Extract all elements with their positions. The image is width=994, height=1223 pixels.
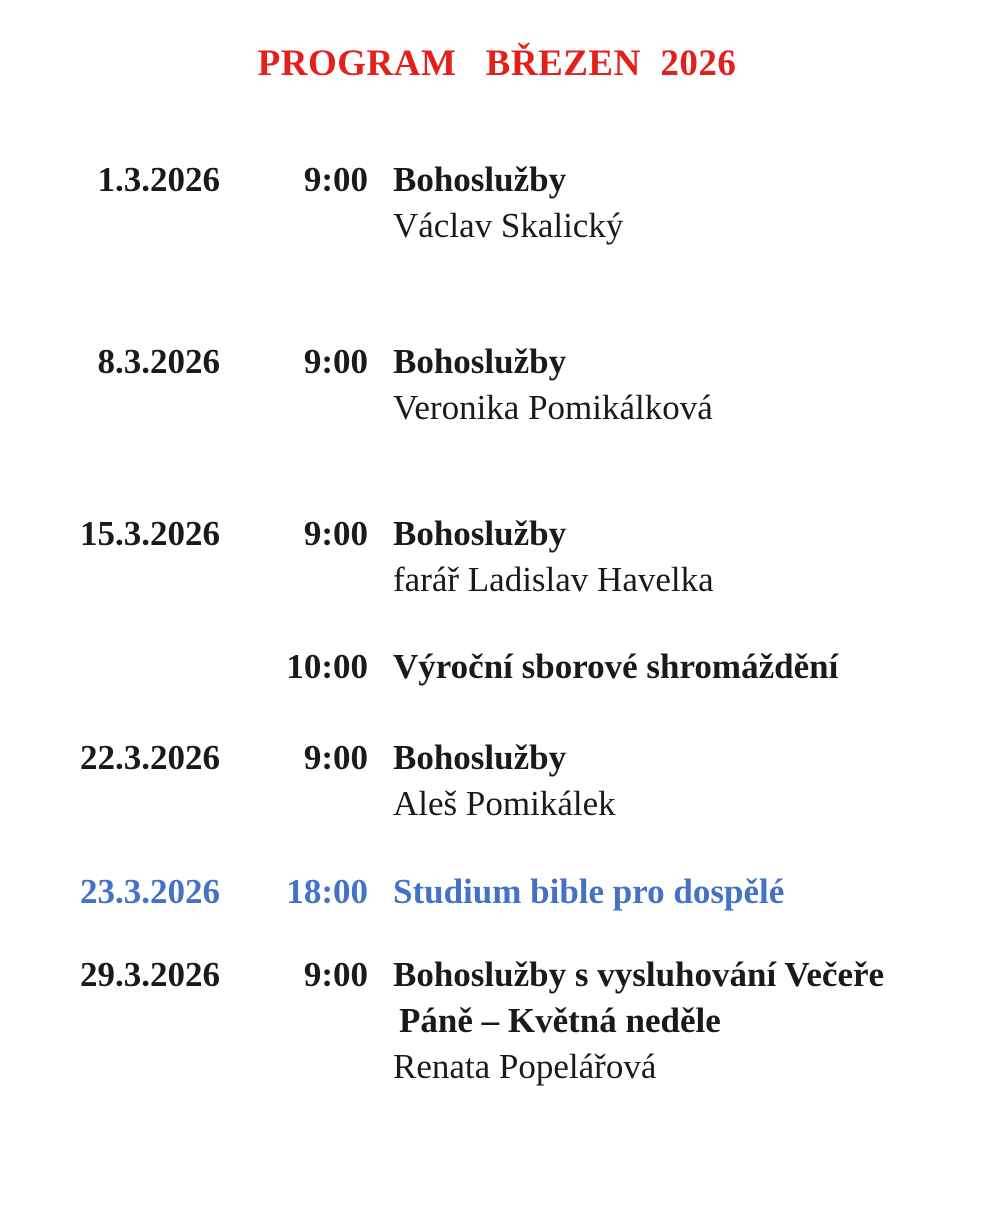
entry-date: 29.3.2026 [80, 955, 220, 994]
schedule-row [0, 157, 994, 249]
entry-description [368, 511, 994, 603]
entry-description [368, 869, 994, 915]
entry-time: 9:00 [303, 514, 368, 553]
schedule-row [0, 735, 994, 827]
entry-person: Renata Popelářová [393, 1047, 657, 1086]
entry-description [368, 735, 994, 827]
entry-event-continuation: Páně – Květná neděle [399, 1001, 721, 1040]
entry-time: 9:00 [303, 955, 368, 994]
entry-time: 9:00 [303, 160, 368, 199]
entry-date: 8.3.2026 [97, 342, 220, 381]
entry-description [368, 952, 994, 1090]
schedule-row [0, 952, 994, 1090]
entry-person: Václav Skalický [393, 206, 624, 245]
entry-time: 18:00 [286, 872, 368, 911]
entry-time: 10:00 [286, 647, 368, 686]
entry-time: 9:00 [303, 342, 368, 381]
schedule-row-highlighted [0, 869, 994, 915]
entry-person: farář Ladislav Havelka [393, 560, 714, 599]
entry-description [368, 157, 994, 249]
entry-description [368, 339, 994, 431]
schedule-row [0, 511, 994, 603]
entry-event: Studium bible pro dospělé [393, 872, 785, 911]
page-title: PROGRAM BŘEZEN 2026 [257, 43, 737, 84]
schedule-row [0, 644, 994, 690]
entry-date [0, 644, 220, 690]
entry-event: Výroční sborové shromáždění [393, 647, 839, 686]
entry-date: 23.3.2026 [80, 872, 220, 911]
entry-date: 22.3.2026 [80, 738, 220, 777]
entry-event: Bohoslužby [393, 342, 567, 381]
entry-event: Bohoslužby [393, 738, 567, 777]
entry-description [368, 644, 994, 690]
entry-event: Bohoslužby [393, 160, 567, 199]
entry-date: 15.3.2026 [80, 514, 220, 553]
entry-event: Bohoslužby s vysluhování Večeře [393, 955, 885, 994]
schedule-row [0, 339, 994, 431]
entry-time: 9:00 [303, 738, 368, 777]
entry-person: Aleš Pomikálek [393, 784, 616, 823]
entry-person: Veronika Pomikálková [393, 388, 713, 427]
entry-date: 1.3.2026 [97, 160, 220, 199]
entry-event: Bohoslužby [393, 514, 567, 553]
